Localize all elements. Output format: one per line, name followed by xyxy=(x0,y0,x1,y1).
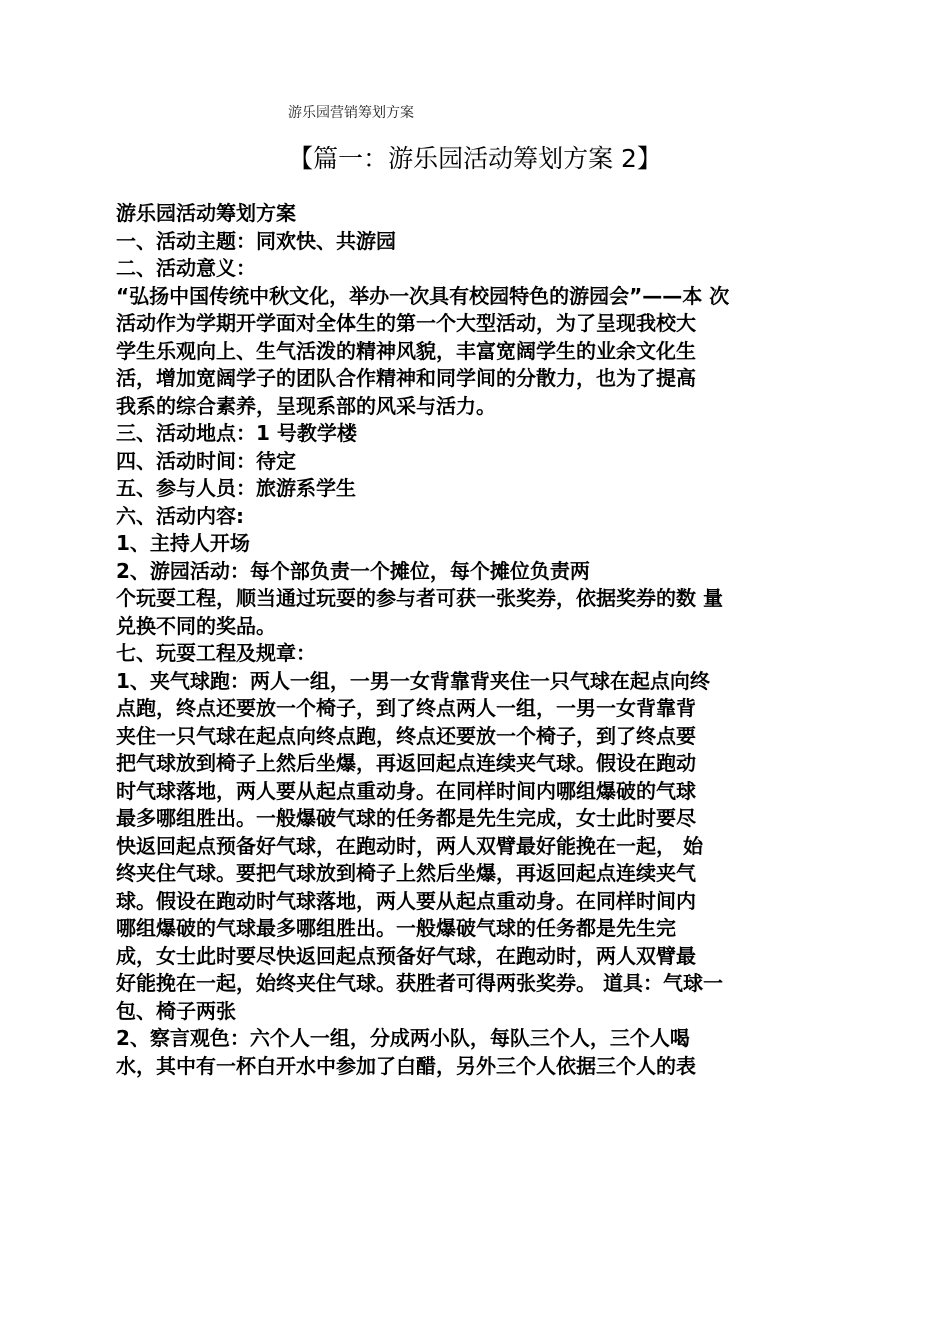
list-item: 2、察言观色：六个人一组，分成两小队，每队三个人，三个人喝 xyxy=(116,1026,690,1050)
section-heading: 游乐园活动筹划方案 xyxy=(116,201,296,225)
paragraph-line: 终夹住气球。要把气球放到椅子上然后坐爆，再返回起点连续夹气 xyxy=(116,861,696,885)
paragraph-line: 快返回起点预备好气球，在跑动时，两人双臂最好能挽在一起， 始 xyxy=(116,833,703,858)
paragraph-line: 夹住一只气球在起点向终点跑，终点还要放一个椅子，到了终点要 xyxy=(116,723,696,748)
running-header: 游乐园营销筹划方案 xyxy=(288,105,414,121)
list-item: 2、游园活动：每个部负责一个摊位，每个摊位负责两 xyxy=(116,558,590,583)
list-item: 1、夹气球跑：两人一组，一男一女背靠背夹住一只气球在起点向终 xyxy=(116,668,710,693)
paragraph-line: 点跑，终点还要放一个椅子，到了终点两人一组，一男一女背靠背 xyxy=(116,696,696,720)
paragraph-line: 活，增加宽阔学子的团队合作精神和同学间的分散力，也为了提高 xyxy=(116,366,696,390)
section-time: 四、活动时间：待定 xyxy=(116,448,296,473)
list-item: 1、主持人开场 xyxy=(116,531,250,555)
section-significance: 二、活动意义： xyxy=(116,256,256,280)
paragraph-line: 水，其中有一杯白开水中参加了白醋，另外三个人依据三个人的表 xyxy=(116,1053,696,1078)
section-content: 六、活动内容: xyxy=(116,503,244,528)
paragraph-line: 最多哪组胜出。一般爆破气球的任务都是先生完成，女士此时要尽 xyxy=(116,806,696,830)
section-rules: 七、玩耍工程及规章： xyxy=(116,641,316,665)
paragraph-line: 好能挽在一起，始终夹住气球。获胜者可得两张奖券。 道具：气球一 xyxy=(116,971,723,995)
paragraph-line: 活动作为学期开学面对全体生的第一个大型活动，为了呈现我校大 xyxy=(116,311,696,335)
paragraph-line: 我系的综合素养，呈现系部的风采与活力。 xyxy=(116,393,496,418)
paragraph-line: 兑换不同的奖品。 xyxy=(116,613,276,638)
section-location: 三、活动地点：1 号教学楼 xyxy=(116,421,357,445)
paragraph-line: “弘扬中国传统中秋文化，举办一次具有校园特色的游园会”——本 次 xyxy=(116,283,730,308)
paragraph-line: 学生乐观向上、生气活泼的精神风貌，丰富宽阔学生的业余文化生 xyxy=(116,338,696,363)
paragraph-line: 成，女士此时要尽快返回起点预备好气球，在跑动时，两人双臂最 xyxy=(116,943,696,968)
paragraph-line: 包、椅子两张 xyxy=(116,998,236,1023)
document-body xyxy=(116,200,832,1080)
paragraph-line: 个玩耍工程，顺当通过玩耍的参与者可获一张奖券，依据奖券的数 量 xyxy=(116,586,723,610)
paragraph-line: 球。假设在跑动时气球落地，两人要从起点重动身。在同样时间内 xyxy=(116,888,696,913)
paragraph-line: 时气球落地，两人要从起点重动身。在同样时间内哪组爆破的气球 xyxy=(116,778,696,803)
section-participants: 五、参与人员：旅游系学生 xyxy=(116,476,356,500)
section-theme: 一、活动主题：同欢快、共游园 xyxy=(116,228,396,253)
paragraph-line: 哪组爆破的气球最多哪组胜出。一般爆破气球的任务都是先生完 xyxy=(116,916,676,940)
document-title: 【篇一：游乐园活动筹划方案 2】 xyxy=(288,144,662,173)
paragraph-line: 把气球放到椅子上然后坐爆，再返回起点连续夹气球。假设在跑动 xyxy=(116,751,696,775)
